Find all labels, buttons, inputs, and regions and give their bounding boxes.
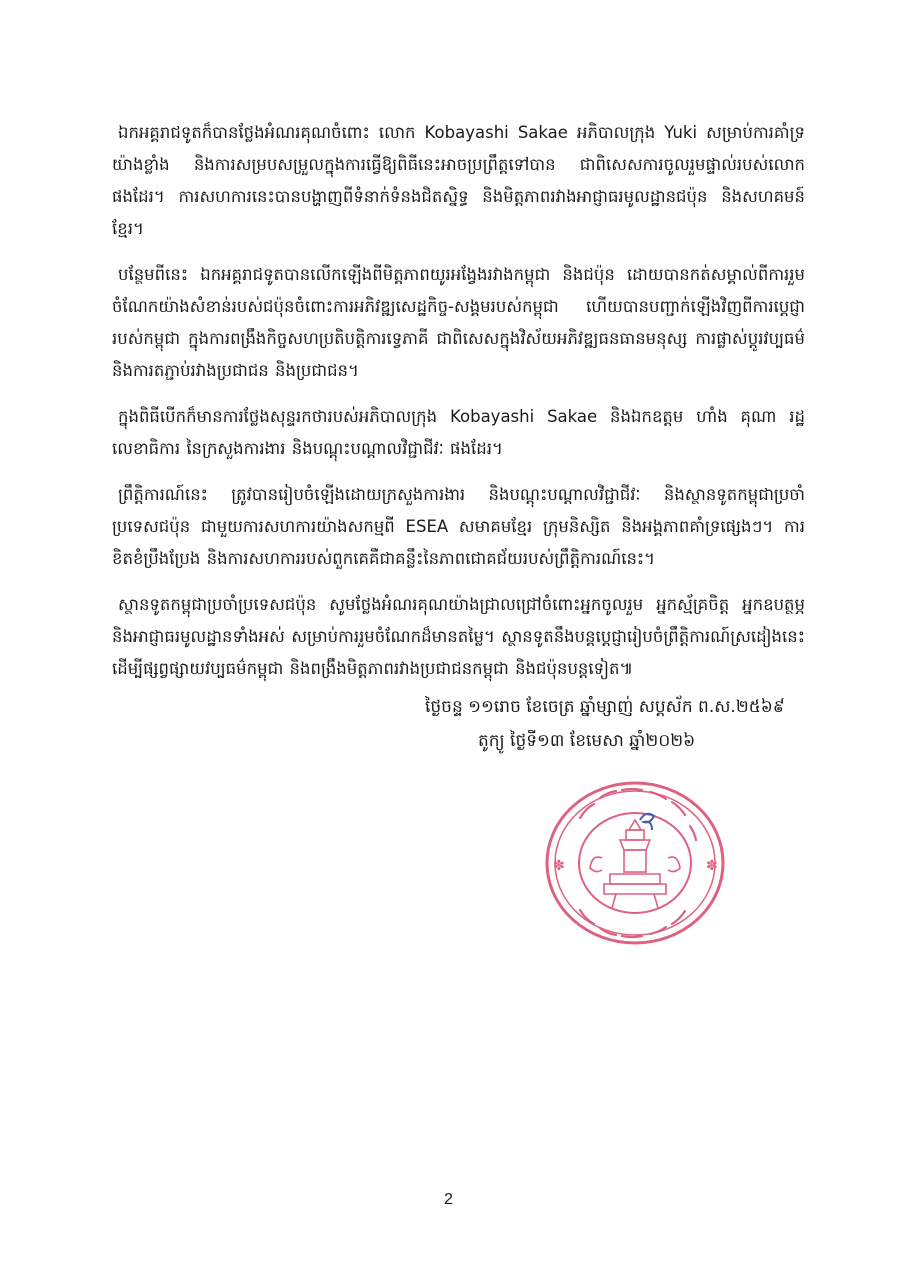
date-block [380,690,800,758]
paragraph-5: ស្ថានទូតកម្ពុជាប្រចាំប្រទេសជប៉ុន សូមថ្លែងអំណរគុណយ៉ាងជ្រាលជ្រៅចំពោះអ្នកចូលរួម អ្នកស្ម័គ្រចិត្ត អ្នកឧបត្ថម្ភ និងអាជ្ញាធរមូលដ្ឋានទាំងអស់ សម្រាប់ការរួមចំណែកដ៏មានតម្លៃ។ ស្ថានទូតនឹងបន្តប្តេជ្ញារៀបចំព្រឹត្តិការណ៍ស្រដៀងនេះ ដើម្បីផ្សព្វផ្សាយវប្បធម៌កម្ពុជា និងពង្រឹងមិត្តភាពរវាងប្រជាជនកម្ពុជា និងជប៉ុនបន្តទៀត៕ [112,595,805,678]
svg-text:✽: ✽ [706,858,718,874]
solar-date: តូក្យូ ថ្ងៃទី១៣ ខែមេសា ឆ្នាំ២០២៦ [478,731,696,751]
lunar-date: ថ្ងៃចន្ទ ១១រោច ខែចេត្រ ឆ្នាំម្សាញ់ សប្តស័ក ព.ស.២៥៦៩ [425,697,785,717]
paragraph-2: បន្ថែមពីនេះ ឯកអគ្គរាជទូតបានលើកឡើងពីមិត្តភាពយូរអង្វែងរវាងកម្ពុជា និងជប៉ុន ដោយបានកត់សម្គាល់ពីការរួមចំណែកយ៉ាងសំខាន់របស់ជប៉ុនចំពោះការអភិវឌ្ឍសេដ្ឋកិច្ច-សង្គមរបស់កម្ពុជា ហើយបានបញ្ជាក់ឡើងវិញពីការប្តេជ្ញារបស់កម្ពុជា ក្នុងការពង្រឹងកិច្ចសហប្រតិបត្តិការទ្វេភាគី ជាពិសេសក្នុងវិស័យអភិវឌ្ឍធនធានមនុស្ស ការផ្លាស់ប្តូរវប្បធម៌ និងការតភ្ជាប់រវាងប្រជាជន និងប្រជាជន។ [112,265,805,380]
svg-text:✽: ✽ [553,858,565,874]
paragraph-1: ឯកអគ្គរាជទូតក៏បានថ្លែងអំណរគុណចំពោះ លោក Kobayashi Sakae អភិបាលក្រុង Yuki សម្រាប់ការគាំទ្រយ៉ាងខ្លាំង និងការសម្របសម្រួលក្នុងការធ្វើឱ្យពិធីនេះអាចប្រព្រឹត្តទៅបាន ជាពិសេសការចូលរួមផ្ទាល់របស់លោកផងដែរ។ ការសហការនេះបានបង្ហាញពីទំនាក់ទំនងជិតស្និទ្ធ និងមិត្តភាពរវាងអាជ្ញាធរមូលដ្ឋានជប៉ុន និងសហគមន៍ខ្មែរ។ [112,123,805,238]
page-number: 2 [444,1191,453,1208]
official-seal-stamp [540,778,730,948]
paragraph-4: ព្រឹត្តិការណ៍នេះ ត្រូវបានរៀបចំឡើងដោយក្រសួងការងារ និងបណ្តុះបណ្តាលវិជ្ជាជីវៈ និងស្ថានទូតកម្ពុជាប្រចាំប្រទេសជប៉ុន ជាមួយការសហការយ៉ាងសកម្មពី ESEA សមាគមខ្មែរ ក្រុមនិស្សិត និងអង្គភាពគាំទ្រផ្សេងៗ។ ការខិតខំប្រឹងប្រែង និងការសហការរបស់ពួកគេគឺជាគន្លឹះនៃភាពជោគជ័យរបស់ព្រឹត្តិការណ៍នេះ។ [112,485,805,568]
document-body [112,117,805,699]
paragraph-3: ក្នុងពិធីបើកក៏មានការថ្លែងសុន្ទរកថារបស់អភិបាលក្រុង Kobayashi Sakae និងឯកឧត្តម ហាំង គុណា រដ្ឋលេខាធិការ នៃក្រសួងការងារ និងបណ្តុះបណ្តាលវិជ្ជាជីវៈ ផងដែរ។ [112,407,805,458]
